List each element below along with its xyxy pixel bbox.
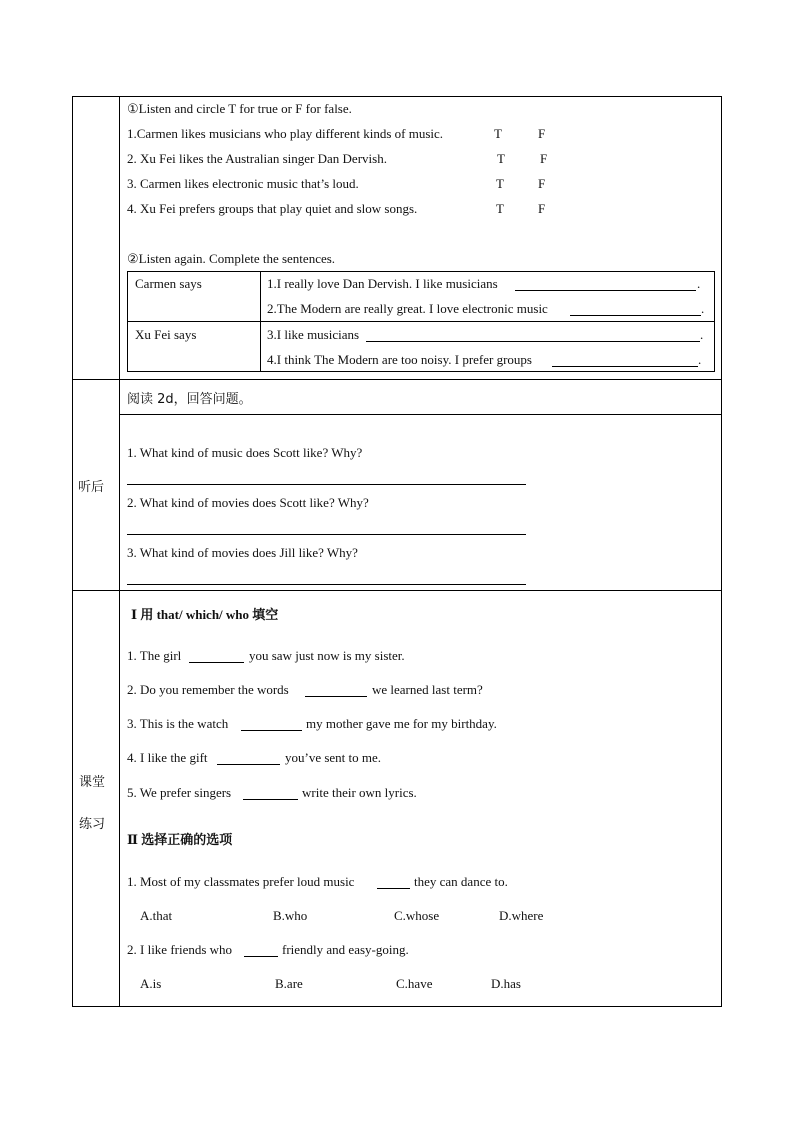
table-top-border bbox=[72, 96, 722, 97]
inner-table-left bbox=[127, 271, 128, 372]
xufei-period-3: . bbox=[700, 327, 704, 342]
xufei-blank-3[interactable] bbox=[366, 341, 700, 342]
xufei-label: Xu Fei says bbox=[135, 327, 197, 342]
xufei-blank-4[interactable] bbox=[552, 366, 698, 367]
mc-1-option-a[interactable]: A.that bbox=[140, 908, 173, 923]
table-column-divider bbox=[119, 96, 120, 1007]
xufei-sentence-4: 4.I think The Modern are too noisy. I prefer groups bbox=[267, 352, 532, 367]
table-row-divider bbox=[72, 379, 722, 380]
answer-line-2[interactable] bbox=[127, 534, 526, 535]
mc-2-option-b[interactable]: B.are bbox=[275, 976, 303, 991]
fill-1-end: you saw just now is my sister. bbox=[249, 648, 405, 663]
answer-line-1[interactable] bbox=[127, 484, 526, 485]
tf-item-4-true[interactable]: T bbox=[496, 201, 504, 216]
inner-table-mid bbox=[260, 271, 261, 372]
fill-4-start: 4. I like the gift bbox=[127, 750, 208, 765]
mc-1-option-b[interactable]: B.who bbox=[273, 908, 308, 923]
tf-item-4-text: 4. Xu Fei prefers groups that play quiet and slow songs. bbox=[127, 201, 418, 216]
inner-table-divider bbox=[127, 321, 715, 322]
mc-2-end: friendly and easy-going. bbox=[282, 942, 409, 957]
tf-item-3-text: 3. Carmen likes electronic music that’s loud. bbox=[127, 176, 359, 191]
mc-2-start: 2. I like friends who bbox=[127, 942, 233, 957]
carmen-label: Carmen says bbox=[135, 276, 202, 291]
table-left-border bbox=[72, 96, 73, 1007]
fill-4-blank[interactable] bbox=[217, 764, 280, 765]
question-1: 1. What kind of music does Scott like? Why? bbox=[127, 445, 363, 460]
mc-2-option-a[interactable]: A.is bbox=[140, 976, 162, 991]
table-right-border bbox=[721, 96, 722, 1007]
table-bottom-border bbox=[72, 1006, 722, 1007]
task2-instruction: ②Listen again. Complete the sentences. bbox=[127, 251, 336, 266]
fill-5-start: 5. We prefer singers bbox=[127, 785, 232, 800]
tf-item-2-true[interactable]: T bbox=[497, 151, 505, 166]
part2-title: Ⅱ 选择正确的选项 bbox=[127, 832, 233, 847]
mc-1-option-c[interactable]: C.whose bbox=[394, 908, 440, 923]
part1-title: Ⅰ 用 that/ which/ who 填空 bbox=[131, 607, 279, 622]
mc-2-option-d[interactable]: D.has bbox=[491, 976, 521, 991]
inner-table-top bbox=[127, 271, 715, 272]
tf-item-1-false[interactable]: F bbox=[538, 126, 546, 141]
fill-3-start: 3. This is the watch bbox=[127, 716, 229, 731]
mc-1-end: they can dance to. bbox=[414, 874, 508, 889]
after-listening-label: 听后 bbox=[78, 480, 105, 495]
mc-1-start: 1. Most of my classmates prefer loud music bbox=[127, 874, 355, 889]
question-2: 2. What kind of movies does Scott like? Why? bbox=[127, 495, 369, 510]
fill-5-end: write their own lyrics. bbox=[302, 785, 417, 800]
inner-table-bottom bbox=[127, 371, 715, 372]
inner-table-right bbox=[714, 271, 715, 372]
tf-item-4-false[interactable]: F bbox=[538, 201, 546, 216]
mc-2-option-c[interactable]: C.have bbox=[396, 976, 433, 991]
tf-item-3-false[interactable]: F bbox=[538, 176, 546, 191]
mc-1-option-d[interactable]: D.where bbox=[499, 908, 544, 923]
fill-2-end: we learned last term? bbox=[372, 682, 483, 697]
fill-2-blank[interactable] bbox=[305, 696, 367, 697]
fill-4-end: you’ve sent to me. bbox=[285, 750, 382, 765]
carmen-blank-1[interactable] bbox=[515, 290, 696, 291]
fill-1-start: 1. The girl bbox=[127, 648, 182, 663]
fill-3-blank[interactable] bbox=[241, 730, 302, 731]
fill-3-end: my mother gave me for my birthday. bbox=[306, 716, 497, 731]
xufei-sentence-3: 3.I like musicians bbox=[267, 327, 360, 342]
carmen-period-1: . bbox=[697, 276, 701, 291]
carmen-sentence-1: 1.I really love Dan Dervish. I like musicians bbox=[267, 276, 498, 291]
question-3: 3. What kind of movies does Jill like? Why? bbox=[127, 545, 358, 560]
tf-item-3-true[interactable]: T bbox=[496, 176, 504, 191]
practice-label-2: 练习 bbox=[79, 817, 106, 832]
fill-1-blank[interactable] bbox=[189, 662, 244, 663]
fill-5-blank[interactable] bbox=[243, 799, 298, 800]
tf-item-2-text: 2. Xu Fei likes the Australian singer Dan Dervish. bbox=[127, 151, 387, 166]
tf-item-1-text: 1.Carmen likes musicians who play different kinds of music. bbox=[127, 126, 444, 141]
tf-item-1-true[interactable]: T bbox=[494, 126, 502, 141]
answer-line-3[interactable] bbox=[127, 584, 526, 585]
carmen-period-2: . bbox=[701, 301, 705, 316]
task1-instruction: ①Listen and circle T for true or F for false. bbox=[127, 101, 352, 116]
table-row-divider bbox=[72, 590, 722, 591]
mc-2-blank[interactable] bbox=[244, 956, 278, 957]
reading-instruction: 阅读 2d，回答问题。 bbox=[127, 392, 252, 407]
fill-2-start: 2. Do you remember the words bbox=[127, 682, 289, 697]
xufei-period-4: . bbox=[698, 352, 702, 367]
table-subrow-divider bbox=[120, 414, 722, 415]
mc-1-blank[interactable] bbox=[377, 888, 410, 889]
carmen-blank-2[interactable] bbox=[570, 315, 701, 316]
carmen-sentence-2: 2.The Modern are really great. I love electronic music bbox=[267, 301, 548, 316]
tf-item-2-false[interactable]: F bbox=[540, 151, 548, 166]
practice-label-1: 课堂 bbox=[79, 775, 106, 790]
